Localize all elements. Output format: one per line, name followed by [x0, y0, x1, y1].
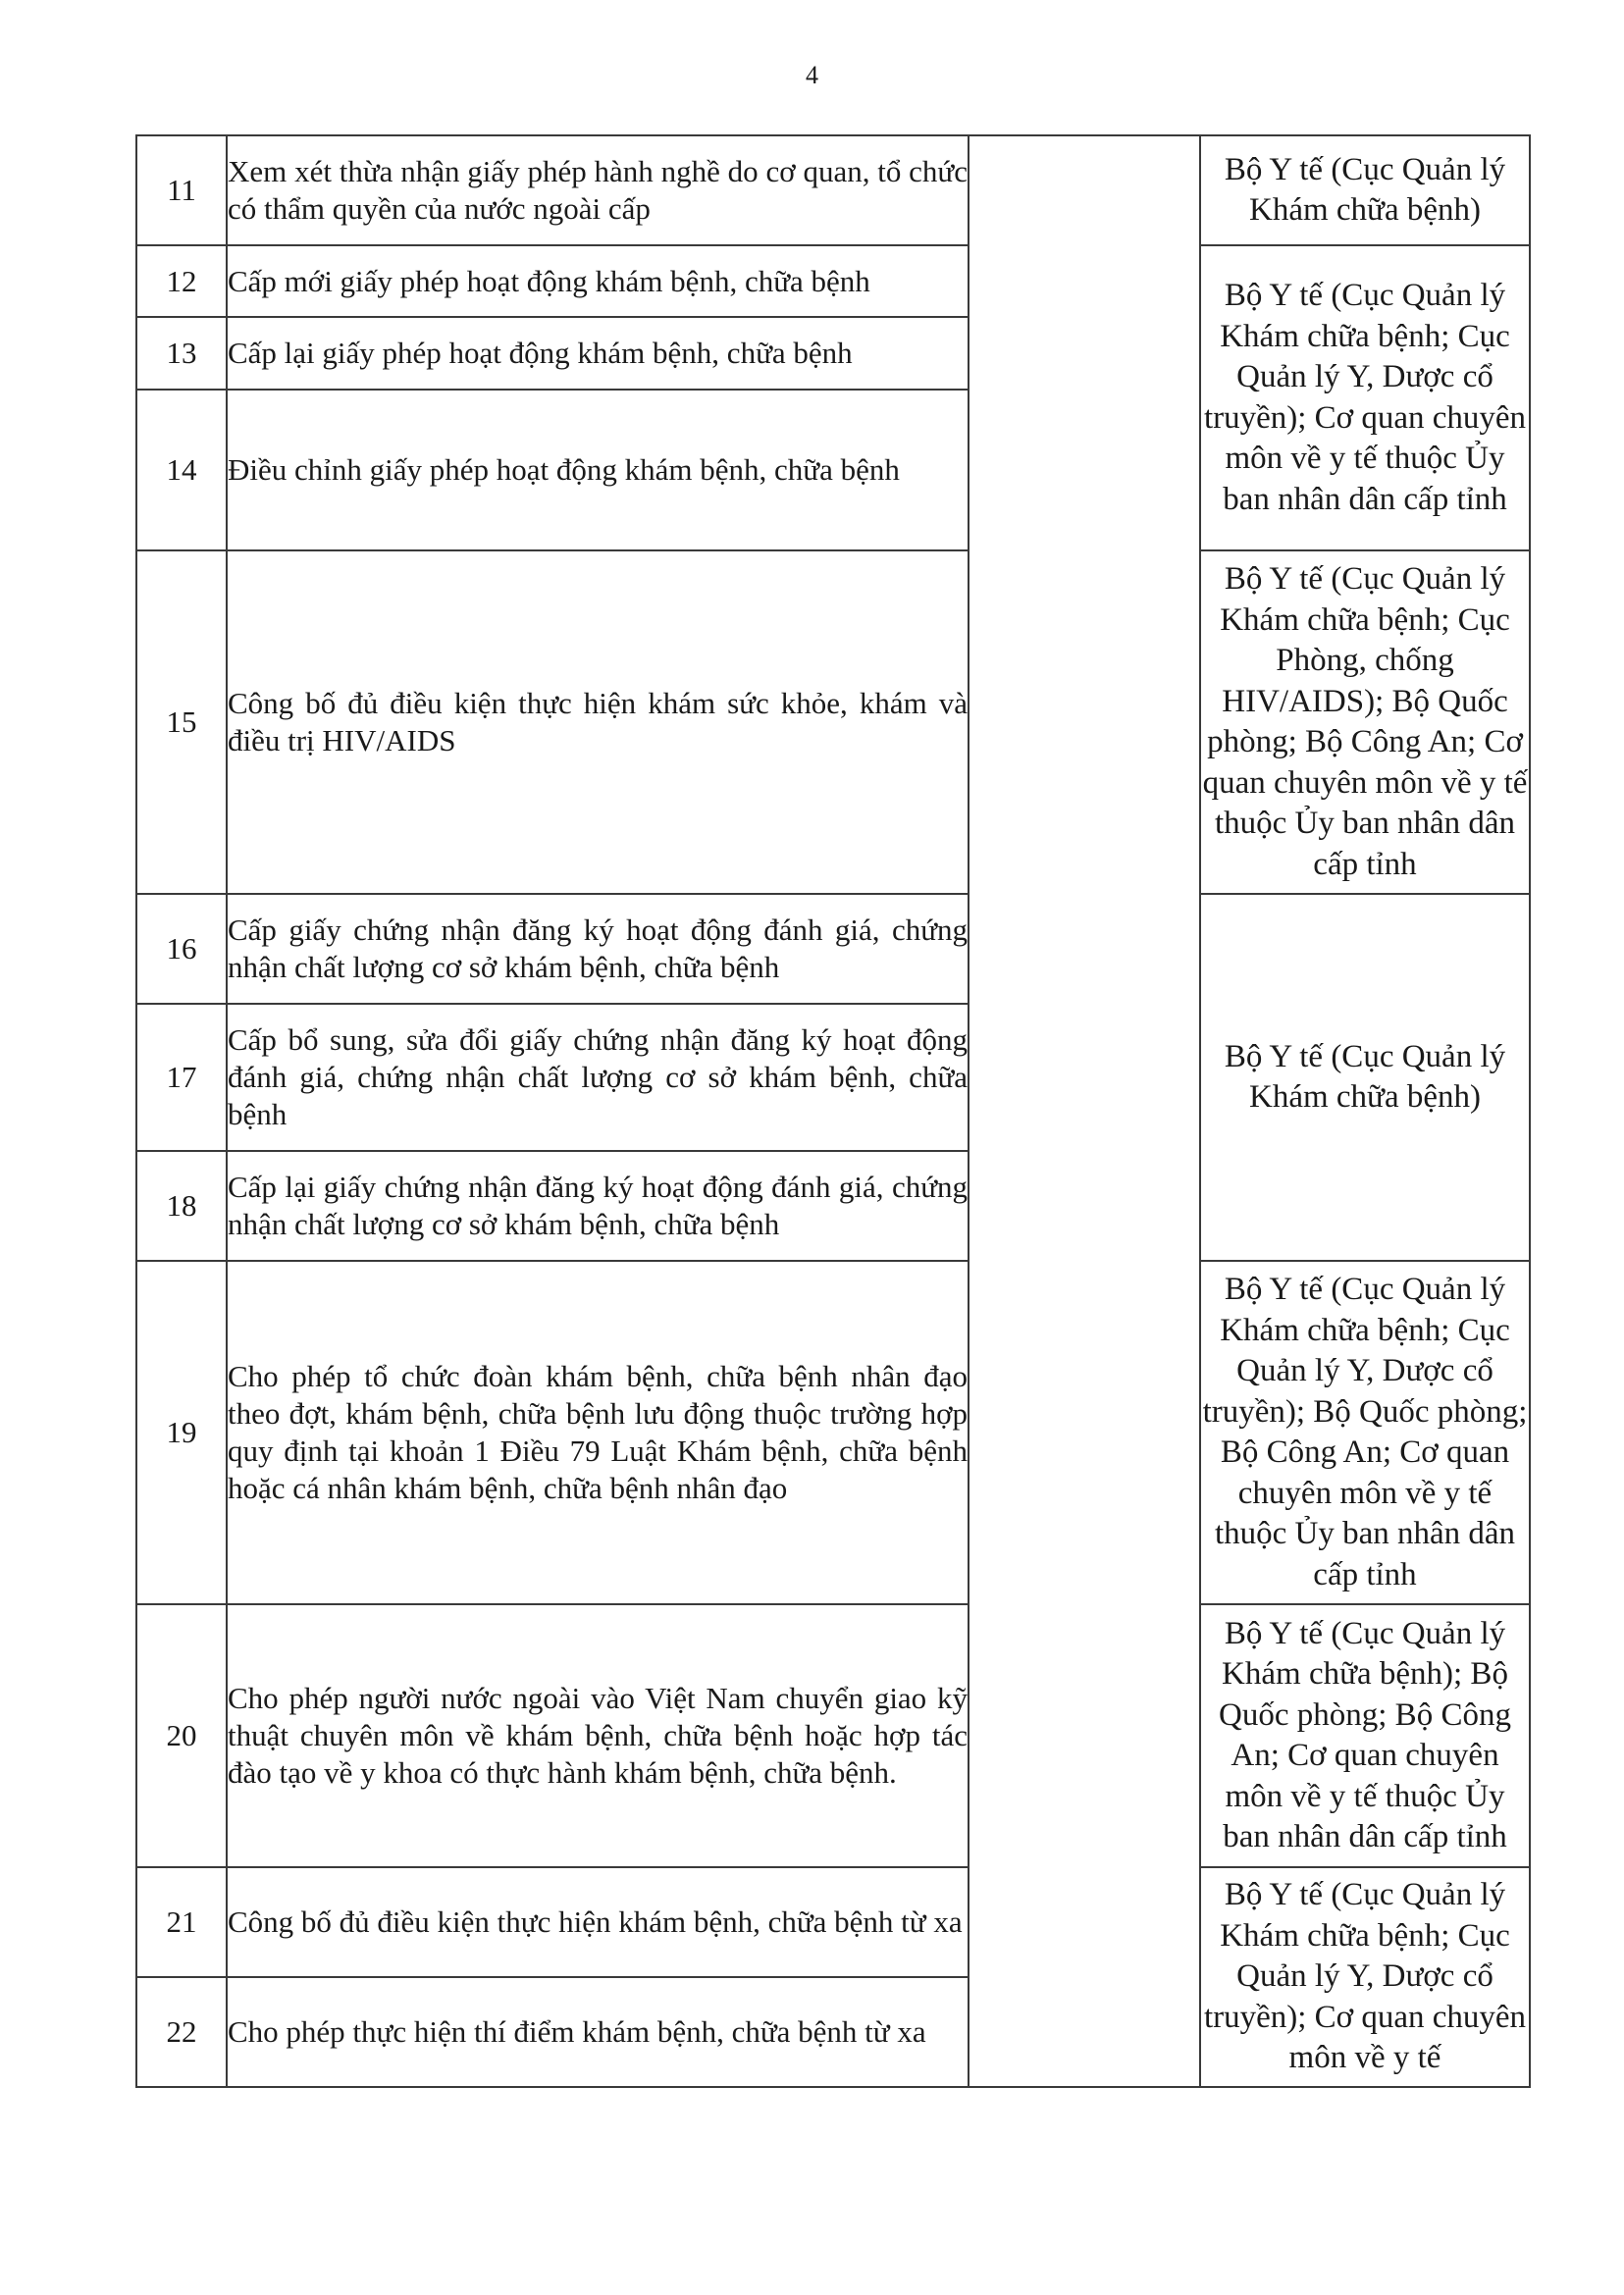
procedure-name: Xem xét thừa nhận giấy phép hành nghề do cơ quan, tổ chức có thẩm quyền của nước ngoài cấp [227, 135, 969, 245]
procedure-name: Điều chỉnh giấy phép hoạt động khám bệnh, chữa bệnh [227, 390, 969, 550]
page-number: 4 [806, 61, 818, 89]
table-row [136, 550, 1530, 894]
agency-cell: Bộ Y tế (Cục Quản lý Khám chữa bệnh; Cục Quản lý Y, Dược cổ truyền); Cơ quan chuyên môn về y tế [1200, 1867, 1530, 2087]
procedure-table [135, 134, 1531, 2088]
table-row [136, 1261, 1530, 1604]
row-number: 19 [136, 1261, 227, 1604]
procedure-name: Cho phép tổ chức đoàn khám bệnh, chữa bệnh nhân đạo theo đợt, khám bệnh, chữa bệnh lưu động thuộc trường hợp quy định tại khoản 1 Điều 79 Luật Khám bệnh, chữa bệnh hoặc cá nhân khám bệnh, chữa bệnh nhân đạo [227, 1261, 969, 1604]
row-number: 14 [136, 390, 227, 550]
agency-cell: Bộ Y tế (Cục Quản lý Khám chữa bệnh) [1200, 894, 1530, 1261]
procedure-name: Cấp lại giấy chứng nhận đăng ký hoạt động đánh giá, chứng nhận chất lượng cơ sở khám bệnh, chữa bệnh [227, 1151, 969, 1261]
procedure-name: Cấp bổ sung, sửa đổi giấy chứng nhận đăng ký hoạt động đánh giá, chứng nhận chất lượng cơ sở khám bệnh, chữa bệnh [227, 1004, 969, 1151]
table-row [136, 135, 1530, 245]
row-number: 20 [136, 1604, 227, 1867]
row-number: 22 [136, 1977, 227, 2087]
row-number: 16 [136, 894, 227, 1004]
procedure-name: Cho phép thực hiện thí điểm khám bệnh, chữa bệnh từ xa [227, 1977, 969, 2087]
procedure-name: Cấp lại giấy phép hoạt động khám bệnh, chữa bệnh [227, 317, 969, 390]
agency-cell: Bộ Y tế (Cục Quản lý Khám chữa bệnh); Bộ Quốc phòng; Bộ Công An; Cơ quan chuyên môn về y tế thuộc Ủy ban nhân dân cấp tỉnh [1200, 1604, 1530, 1867]
row-number: 18 [136, 1151, 227, 1261]
procedure-name: Công bố đủ điều kiện thực hiện khám bệnh, chữa bệnh từ xa [227, 1867, 969, 1977]
blank-column [969, 135, 1200, 2087]
row-number: 21 [136, 1867, 227, 1977]
procedure-name: Cho phép người nước ngoài vào Việt Nam chuyển giao kỹ thuật chuyên môn về khám bệnh, chữa bệnh hoặc hợp tác đào tạo về y khoa có thực hành khám bệnh, chữa bệnh. [227, 1604, 969, 1867]
row-number: 12 [136, 245, 227, 317]
row-number: 15 [136, 550, 227, 894]
table-row [136, 1867, 1530, 1977]
procedure-name: Cấp giấy chứng nhận đăng ký hoạt động đánh giá, chứng nhận chất lượng cơ sở khám bệnh, chữa bệnh [227, 894, 969, 1004]
procedure-name: Cấp mới giấy phép hoạt động khám bệnh, chữa bệnh [227, 245, 969, 317]
table-row [136, 1604, 1530, 1867]
agency-cell: Bộ Y tế (Cục Quản lý Khám chữa bệnh) [1200, 135, 1530, 245]
agency-cell: Bộ Y tế (Cục Quản lý Khám chữa bệnh; Cục Phòng, chống HIV/AIDS); Bộ Quốc phòng; Bộ Công An; Cơ quan chuyên môn về y tế thuộc Ủy ban nhân dân cấp tỉnh [1200, 550, 1530, 894]
row-number: 13 [136, 317, 227, 390]
agency-cell: Bộ Y tế (Cục Quản lý Khám chữa bệnh; Cục Quản lý Y, Dược cổ truyền); Bộ Quốc phòng; Bộ Công An; Cơ quan chuyên môn về y tế thuộc Ủy ban nhân dân cấp tỉnh [1200, 1261, 1530, 1604]
table-row [136, 245, 1530, 317]
row-number: 11 [136, 135, 227, 245]
row-number: 17 [136, 1004, 227, 1151]
table-row [136, 894, 1530, 1004]
agency-cell: Bộ Y tế (Cục Quản lý Khám chữa bệnh; Cục Quản lý Y, Dược cổ truyền); Cơ quan chuyên môn về y tế thuộc Ủy ban nhân dân cấp tỉnh [1200, 245, 1530, 550]
procedure-name: Công bố đủ điều kiện thực hiện khám sức khỏe, khám và điều trị HIV/AIDS [227, 550, 969, 894]
